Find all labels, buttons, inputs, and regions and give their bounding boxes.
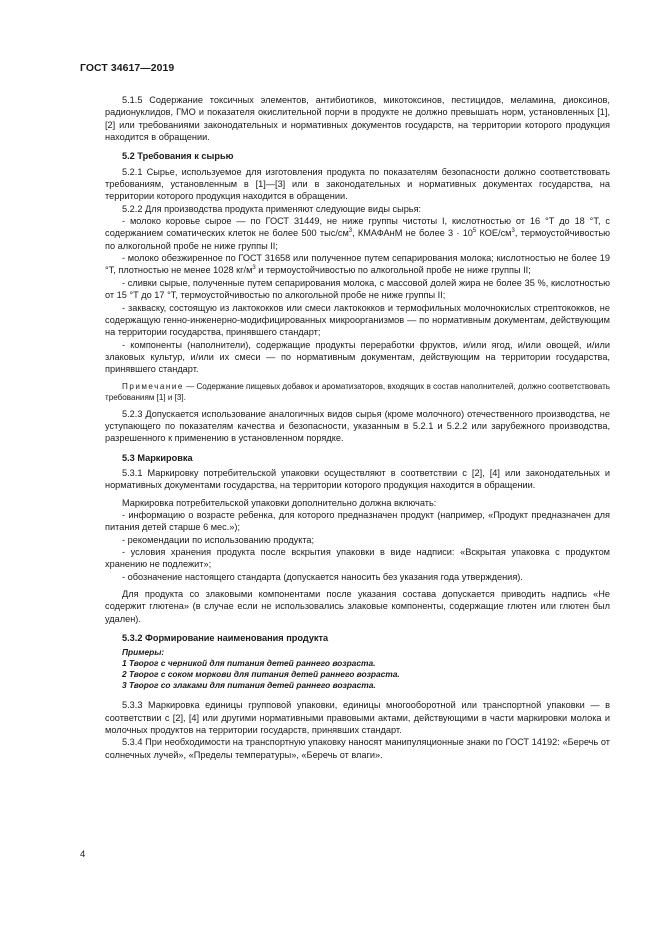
note-label: Примечание: [122, 381, 184, 391]
clause-5-1-5: 5.1.5 Содержание токсичных элементов, антибиотиков, микотоксинов, пестицидов, меламина, диоксинов, радионуклидов, ГМО и показателя окислительной порчи в продукте не должно превышать норм, установленных [1], [2] или требованиями законодательных и нормативных документов государств, на территории которого продукция находится в обращении.: [105, 95, 610, 143]
clause-5-3-2-heading: 5.3.2 Формирование наименования продукта: [122, 633, 329, 644]
note: Примечание — Содержание пищевых добавок и ароматизаторов, входящих в состав наполнителей, должно соответствовать требованиям [1] и [3].: [105, 381, 610, 402]
section-5-2-heading: 5.2 Требования к сырью: [122, 151, 234, 162]
examples-label: Примеры:: [122, 647, 165, 658]
clause-5-3-1: 5.3.1 Маркировку потребительской упаковки осуществляют в соответствии с [2], [4] или законодательных и нормативных документами государства, на территории которого продукция находится в обращении.: [105, 467, 610, 491]
list-item-recommendations: - рекомендации по использованию продукта;: [122, 534, 315, 545]
list-item-skim-milk: - молоко обезжиренное по ГОСТ 31658 или полученное путем сепарирования молока; кислотностью не более 19 °Т, плотностью не менее 1028 $кг/м^3$ и термоустойчивостью по алкогольной пробе не ниже группы II;: [105, 253, 610, 276]
gluten-paragraph: Для продукта со злаковыми компонентами после указания состава допускается приводить надпись «Не содержит глютена» (в случае если не использовались злаковые компоненты, содержащие глютен или глютен был удален).: [105, 589, 610, 624]
example-1: 1 Творог с черникой для питания детей раннего возраста.: [122, 658, 376, 669]
example-3: 3 Творог со злаками для питания детей раннего возраста.: [122, 680, 376, 691]
list-item-standard: - обозначение настоящего стандарта (допускается наносить без указания года утверждения).: [122, 571, 523, 582]
document-body: [105, 94, 610, 761]
marking-intro: Маркировка потребительской упаковки дополнительно должна включать:: [122, 497, 437, 508]
clause-5-3-4: 5.3.4 При необходимости на транспортную упаковку наносят манипуляционные знаки по ГОСТ 14192: «Беречь от солнечных лучей», «Пределы температуры», «Беречь от влаги».: [105, 737, 610, 760]
list-item-starter: - закваску, состоящую из лактококков или смеси лактококков и термофильных молочнокислых стрептококков, не содержащую генно-инженерно-модифицированных микроорганизмов — по нормативным документам, действующим на территории государства, принявшего стандарт;: [105, 302, 610, 338]
list-item-fillers: - компоненты (наполнители), содержащие продукты переработки фруктов, и/или ягод, и/или овощей, и/или злаковых культур, и/или их смеси — по нормативным документам, действующим на территории государства, принявшего стандарт.: [105, 339, 610, 375]
example-2: 2 Творог с соком моркови для питания детей раннего возраста.: [122, 669, 400, 680]
list-item-raw-milk: - молоко коровье сырое — по ГОСТ 31449, не ниже группы чистоты I, кислотностью от 16 °Т до 18 °Т, с содержанием соматических клеток не более 500 тыс/$см^3$, КМАФАнМ не более $3 \cdot 10^5$ КОЕ/$см^3$, термоустойчивостью по алкогольной пробе не ниже группы II;: [105, 216, 610, 251]
page-number: 4: [80, 849, 86, 860]
clause-5-2-2: 5.2.2 Для производства продукта применяют следующие виды сырья:: [122, 203, 422, 214]
list-item-cream: - сливки сырые, полученные путем сепарирования молока, с массовой долей жира не более 35 %, кислотностью от 15 °Т до 17 °Т, термоустойчивостью по алкогольной пробе не ниже группы II;: [105, 277, 610, 301]
clause-5-2-1: 5.2.1 Сырье, используемое для изготовления продукта по показателям безопасности должно соответствовать требованиям, установленным в [1]—[3] или в законодательных и нормативных документах государства, на территории которого продукция находится в обращении.: [105, 166, 610, 202]
standard-header: ГОСТ 34617—2019: [80, 63, 175, 74]
list-item-child-age: - информацию о возрасте ребенка, для которого предназначен продукт (например, «Продукт предназначен для питания детей старше 6 мес.»);: [105, 509, 610, 533]
clause-5-2-3: 5.2.3 Допускается использование аналогичных видов сырья (кроме молочного) отечественного производства, не уступающего по показателям качества и безопасности, указанным в 5.2.1 и 5.2.2 или зарубежного производства, разрешенного к применению в установленном порядке.: [105, 408, 610, 444]
list-item-storage: - условия хранения продукта после вскрытия упаковки в виде надписи: «Вскрытая упаковка с продуктом хранению не подлежит»;: [105, 547, 610, 570]
clause-5-3-3: 5.3.3 Маркировка единицы групповой упаковки, единицы многооборотной или транспортной упаковки — в соответствии с [2], [4] или другими нормативными правовыми актами, действующими в части маркировки молока и молочных продуктов на территории государств, принявших стандарт.: [105, 700, 610, 736]
section-5-3-heading: 5.3 Маркировка: [122, 452, 193, 463]
